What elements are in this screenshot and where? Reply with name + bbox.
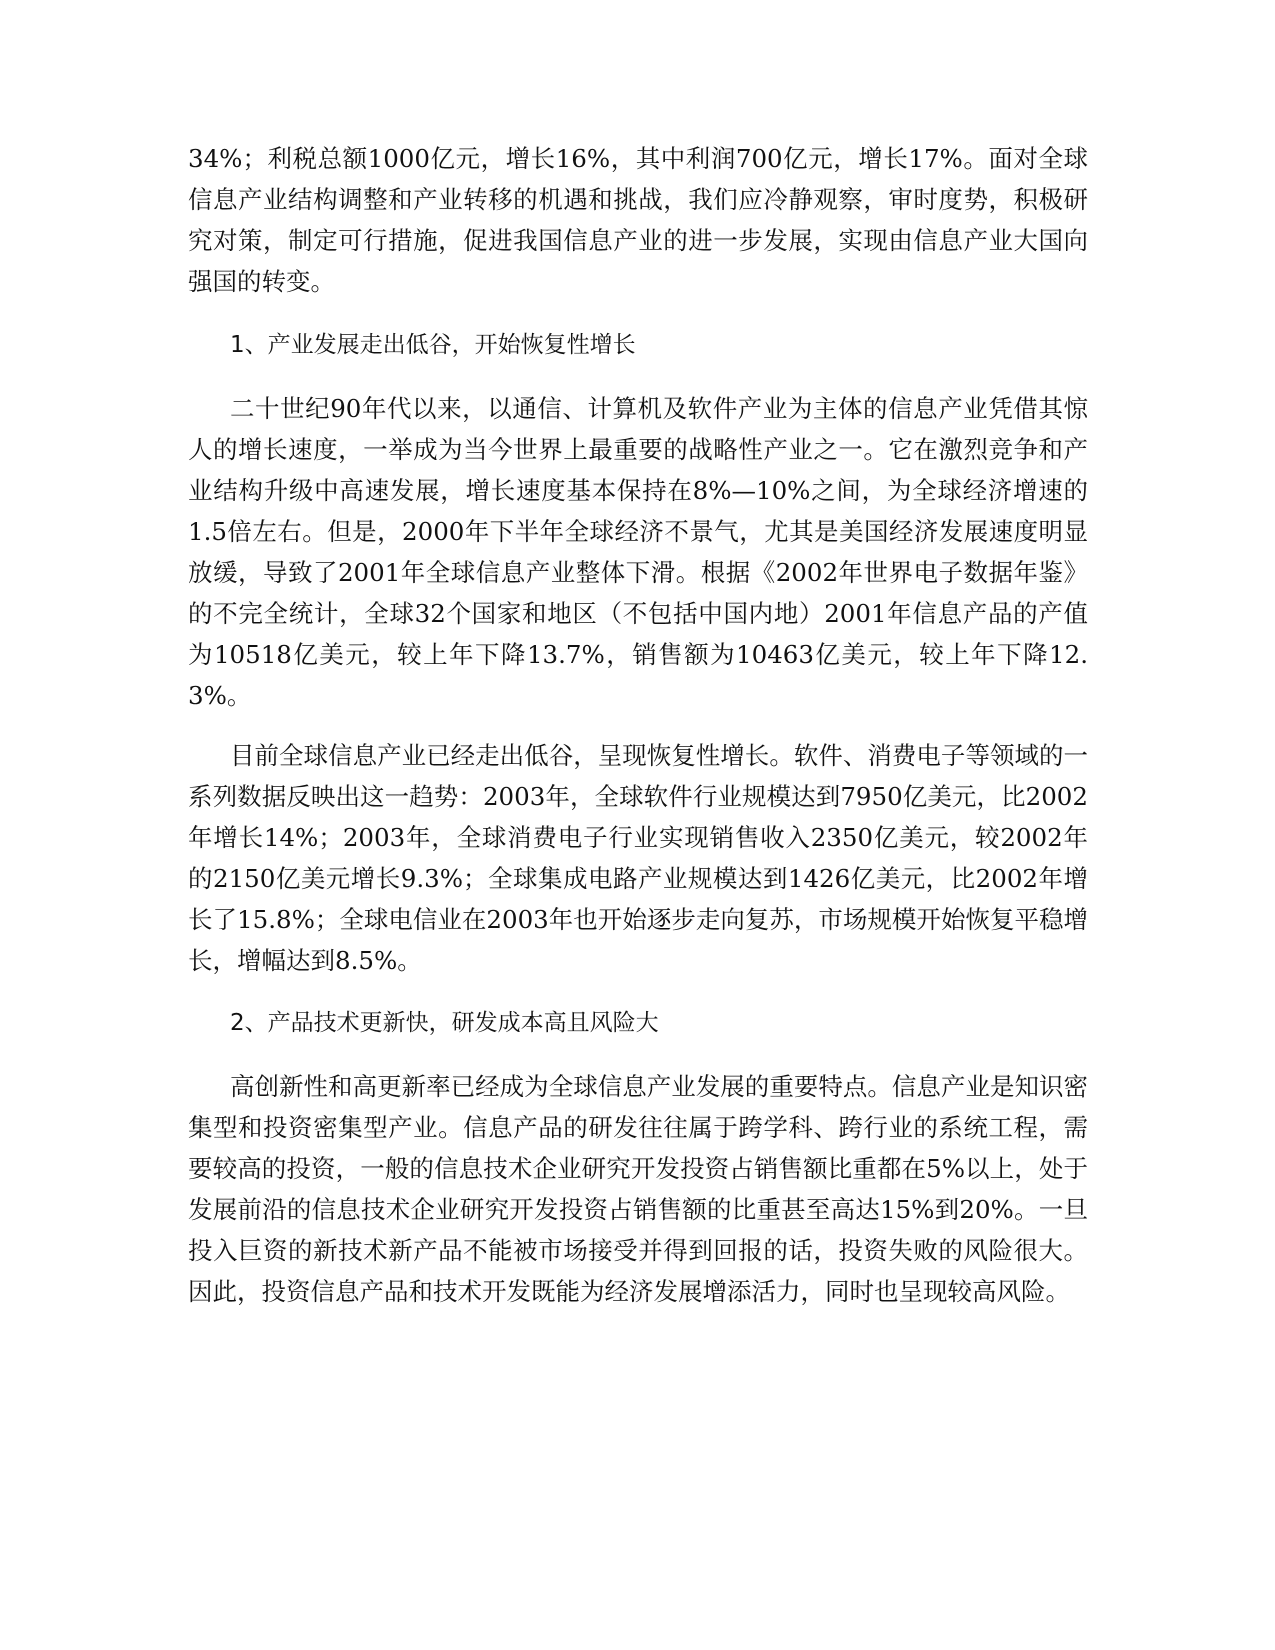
section-2-heading: 2、产品技术更新快，研发成本高且风险大 [230,1010,659,1036]
section-2-paragraph-1: 高创新性和高更新率已经成为全球信息产业发展的重要特点。信息产业是知识密集型和投资密集型产业。信息产品的研发往往属于跨学科、跨行业的系统工程，需要较高的投资，一般的信息技术企业研究开发投资占销售额比重都在5%以上，处于发展前沿的信息技术企业研究开发投资占销售额的比重甚至高达15%到20%。一旦投入巨资的新技术新产品不能被市场接受并得到回报的话，投资失败的风险很大。因此，投资信息产品和技术开发既能为经济发展增添活力，同时也呈现较高风险。 [188,1072,1088,1306]
section-1-paragraph-2: 目前全球信息产业已经走出低谷，呈现恢复性增长。软件、消费电子等领域的一系列数据反映出这一趋势：2003年，全球软件行业规模达到7950亿美元，比2002年增长14%；2003年，全球消费电子行业实现销售收入2350亿美元，较2002年的2150亿美元增长9.3%；全球集成电路产业规模达到1426亿美元，比2002年增长了15.8%；全球电信业在2003年也开始逐步走向复苏，市场规模开始恢复平稳增长，增幅达到8.5%。 [188,741,1088,975]
section-1-paragraph-1: 二十世纪90年代以来，以通信、计算机及软件产业为主体的信息产业凭借其惊人的增长速度，一举成为当今世界上最重要的战略性产业之一。它在激烈竞争和产业结构升级中高速发展，增长速度基本保持在8%—10%之间，为全球经济增速的1.5倍左右。但是，2000年下半年全球经济不景气，尤其是美国经济发展速度明显放缓，导致了2001年全球信息产业整体下滑。根据《2002年世界电子数据年鉴》的不完全统计，全球32个国家和地区（不包括中国内地）2001年信息产品的产值为10518亿美元，较上年下降13.7%，销售额为10463亿美元，较上年下降12.3%。 [188,394,1088,710]
intro-paragraph: 34%；利税总额1000亿元，增长16%，其中利润700亿元，增长17%。面对全球信息产业结构调整和产业转移的机遇和挑战，我们应冷静观察，审时度势，积极研究对策，制定可行措施，促进我国信息产业的进一步发展，实现由信息产业大国向强国的转变。 [188,144,1088,296]
section-1-heading: 1、产业发展走出低谷，开始恢复性增长 [230,332,636,358]
document-page [188,138,1088,1312]
